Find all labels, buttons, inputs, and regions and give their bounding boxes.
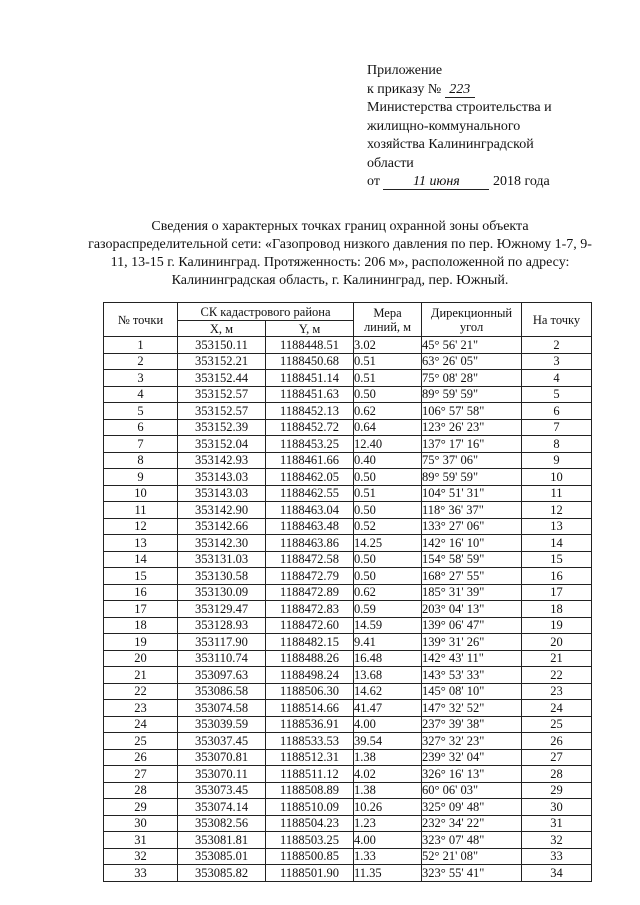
x-coordinate-cell: 353152.21 [178,353,266,370]
point-number-cell: 24 [104,716,178,733]
y-coordinate-cell: 1188472.89 [266,584,354,601]
order-number-line [367,81,607,100]
point-number-cell: 14 [104,551,178,568]
line-length-cell: 0.62 [354,584,422,601]
line-length-cell: 10.26 [354,799,422,816]
line-length-cell: 0.51 [354,353,422,370]
direction-angle-cell: 232° 34' 22" [422,815,522,832]
table-row [104,749,592,766]
x-coordinate-cell: 353142.93 [178,452,266,469]
to-point-cell: 26 [522,733,592,750]
direction-angle-cell: 89° 59' 59" [422,386,522,403]
line-length-cell: 1.38 [354,782,422,799]
table-row [104,337,592,354]
line-length-cell: 11.35 [354,865,422,882]
to-point-cell: 21 [522,650,592,667]
line-length-cell: 0.64 [354,419,422,436]
point-number-cell: 3 [104,370,178,387]
header-direction: Дирекционный угол [422,303,522,337]
table-row [104,650,592,667]
point-number-cell: 12 [104,518,178,535]
direction-angle-cell: 123° 26' 23" [422,419,522,436]
ministry-line-3: хозяйства Калининградской [367,137,534,152]
y-coordinate-cell: 1188451.14 [266,370,354,387]
x-coordinate-cell: 353110.74 [178,650,266,667]
table-row [104,518,592,535]
document-title: Сведения о характерных точках границ охранной зоны объекта газораспределительной сети: «Газопровод низкого давления по пер. Южному 1-7, 9-11, 13-15 г. Калининград. Протяженность: 206 м», расположенной по адресу: Калининградская область, г. Калининград, пер. Южный. [88,219,592,288]
header-x: X, м [178,321,266,337]
x-coordinate-cell: 353074.58 [178,700,266,717]
table-row [104,584,592,601]
point-number-cell: 15 [104,568,178,585]
line-length-cell: 0.40 [354,452,422,469]
to-point-cell: 27 [522,749,592,766]
x-coordinate-cell: 353085.01 [178,848,266,865]
table-row [104,766,592,783]
direction-angle-cell: 75° 37' 06" [422,452,522,469]
y-coordinate-cell: 1188506.30 [266,683,354,700]
point-number-cell: 22 [104,683,178,700]
x-coordinate-cell: 353037.45 [178,733,266,750]
direction-angle-cell: 89° 59' 59" [422,469,522,486]
to-point-cell: 33 [522,848,592,865]
to-point-cell: 7 [522,419,592,436]
line-length-cell: 1.33 [354,848,422,865]
y-coordinate-cell: 1188512.31 [266,749,354,766]
point-number-cell: 11 [104,502,178,519]
header-y: Y, м [266,321,354,337]
line-length-cell: 0.51 [354,485,422,502]
to-point-cell: 9 [522,452,592,469]
x-coordinate-cell: 353070.11 [178,766,266,783]
table-row [104,568,592,585]
point-number-cell: 18 [104,617,178,634]
header-point-no: № точки [104,303,178,337]
x-coordinate-cell: 353039.59 [178,716,266,733]
line-length-cell: 9.41 [354,634,422,651]
direction-angle-cell: 60° 06' 03" [422,782,522,799]
line-length-cell: 4.00 [354,716,422,733]
table-row [104,799,592,816]
direction-angle-cell: 145° 08' 10" [422,683,522,700]
to-point-cell: 2 [522,337,592,354]
direction-angle-cell: 139° 31' 26" [422,634,522,651]
line-length-cell: 39.54 [354,733,422,750]
x-coordinate-cell: 353152.57 [178,403,266,420]
to-point-cell: 17 [522,584,592,601]
line-length-cell: 0.50 [354,386,422,403]
y-coordinate-cell: 1188488.26 [266,650,354,667]
header-length: Мера линий, м [354,303,422,337]
to-point-cell: 5 [522,386,592,403]
line-length-cell: 13.68 [354,667,422,684]
direction-angle-cell: 154° 58' 59" [422,551,522,568]
x-coordinate-cell: 353143.03 [178,469,266,486]
line-length-cell: 0.59 [354,601,422,618]
point-number-cell: 21 [104,667,178,684]
to-point-cell: 14 [522,535,592,552]
x-coordinate-cell: 353082.56 [178,815,266,832]
direction-angle-cell: 118° 36' 37" [422,502,522,519]
date-handwritten: 11 июня [383,175,489,190]
line-length-cell: 0.51 [354,370,422,387]
x-coordinate-cell: 353129.47 [178,601,266,618]
table-row [104,733,592,750]
direction-angle-cell: 142° 16' 10" [422,535,522,552]
x-coordinate-cell: 353128.93 [178,617,266,634]
point-number-cell: 10 [104,485,178,502]
y-coordinate-cell: 1188462.05 [266,469,354,486]
line-length-cell: 14.62 [354,683,422,700]
line-length-cell: 0.62 [354,403,422,420]
point-number-cell: 7 [104,436,178,453]
direction-angle-cell: 185° 31' 39" [422,584,522,601]
point-number-cell: 16 [104,584,178,601]
table-row [104,716,592,733]
to-point-cell: 23 [522,683,592,700]
table-row [104,848,592,865]
x-coordinate-cell: 353142.66 [178,518,266,535]
table-row [104,469,592,486]
y-coordinate-cell: 1188450.68 [266,353,354,370]
point-number-cell: 13 [104,535,178,552]
header-to-point: На точку [522,303,592,337]
to-point-cell: 19 [522,617,592,634]
x-coordinate-cell: 353073.45 [178,782,266,799]
y-coordinate-cell: 1188452.72 [266,419,354,436]
table-row [104,436,592,453]
table-row [104,370,592,387]
to-point-cell: 11 [522,485,592,502]
to-point-cell: 31 [522,815,592,832]
table-row [104,502,592,519]
point-number-cell: 17 [104,601,178,618]
to-point-cell: 13 [522,518,592,535]
table-row [104,634,592,651]
direction-angle-cell: 52° 21' 08" [422,848,522,865]
y-coordinate-cell: 1188448.51 [266,337,354,354]
date-suffix: 2018 года [492,174,550,189]
y-coordinate-cell: 1188461.66 [266,452,354,469]
point-number-cell: 2 [104,353,178,370]
to-point-cell: 3 [522,353,592,370]
line-length-cell: 16.48 [354,650,422,667]
y-coordinate-cell: 1188511.12 [266,766,354,783]
direction-angle-cell: 63° 26' 05" [422,353,522,370]
line-length-cell: 0.50 [354,502,422,519]
direction-angle-cell: 325° 09' 48" [422,799,522,816]
direction-angle-cell: 142° 43' 11" [422,650,522,667]
y-coordinate-cell: 1188510.09 [266,799,354,816]
table-row [104,353,592,370]
x-coordinate-cell: 353117.90 [178,634,266,651]
point-number-cell: 31 [104,832,178,849]
direction-angle-cell: 139° 06' 47" [422,617,522,634]
to-point-cell: 25 [522,716,592,733]
y-coordinate-cell: 1188472.79 [266,568,354,585]
table-row [104,535,592,552]
y-coordinate-cell: 1188472.58 [266,551,354,568]
x-coordinate-cell: 353131.03 [178,551,266,568]
direction-angle-cell: 323° 55' 41" [422,865,522,882]
direction-angle-cell: 106° 57' 58" [422,403,522,420]
direction-angle-cell: 237° 39' 38" [422,716,522,733]
table-row [104,551,592,568]
line-length-cell: 3.02 [354,337,422,354]
direction-angle-cell: 323° 07' 48" [422,832,522,849]
point-number-cell: 29 [104,799,178,816]
line-length-cell: 4.00 [354,832,422,849]
direction-angle-cell: 168° 27' 55" [422,568,522,585]
point-number-cell: 27 [104,766,178,783]
point-number-cell: 23 [104,700,178,717]
table-row [104,815,592,832]
appendix-label: Приложение [367,63,443,78]
y-coordinate-cell: 1188514.66 [266,700,354,717]
table-row [104,403,592,420]
direction-angle-cell: 327° 32' 23" [422,733,522,750]
line-length-cell: 12.40 [354,436,422,453]
to-point-cell: 30 [522,799,592,816]
direction-angle-cell: 137° 17' 16" [422,436,522,453]
line-length-cell: 14.59 [354,617,422,634]
table-row [104,667,592,684]
point-number-cell: 5 [104,403,178,420]
direction-angle-cell: 104° 51' 31" [422,485,522,502]
line-length-cell: 0.50 [354,551,422,568]
y-coordinate-cell: 1188482.15 [266,634,354,651]
x-coordinate-cell: 353130.09 [178,584,266,601]
x-coordinate-cell: 353142.30 [178,535,266,552]
x-coordinate-cell: 353143.03 [178,485,266,502]
ministry-line-4: области [367,155,414,171]
line-length-cell: 0.52 [354,518,422,535]
to-point-cell: 12 [522,502,592,519]
y-coordinate-cell: 1188462.55 [266,485,354,502]
point-number-cell: 25 [104,733,178,750]
y-coordinate-cell: 1188504.23 [266,815,354,832]
order-number-handwritten: 223 [445,83,475,98]
x-coordinate-cell: 353142.90 [178,502,266,519]
table-row [104,386,592,403]
to-point-cell: 16 [522,568,592,585]
point-number-cell: 32 [104,848,178,865]
x-coordinate-cell: 353152.57 [178,386,266,403]
point-number-cell: 20 [104,650,178,667]
line-length-cell: 0.50 [354,469,422,486]
direction-angle-cell: 75° 08' 28" [422,370,522,387]
x-coordinate-cell: 353097.63 [178,667,266,684]
boundary-points-table [103,302,592,882]
table-row [104,485,592,502]
y-coordinate-cell: 1188503.25 [266,832,354,849]
direction-angle-cell: 326° 16' 13" [422,766,522,783]
table-row [104,601,592,618]
direction-angle-cell: 45° 56' 21" [422,337,522,354]
point-number-cell: 19 [104,634,178,651]
y-coordinate-cell: 1188463.86 [266,535,354,552]
direction-angle-cell: 239° 32' 04" [422,749,522,766]
to-point-cell: 20 [522,634,592,651]
x-coordinate-cell: 353070.81 [178,749,266,766]
table-row [104,452,592,469]
to-point-cell: 10 [522,469,592,486]
y-coordinate-cell: 1188463.48 [266,518,354,535]
table-row [104,700,592,717]
to-point-cell: 4 [522,370,592,387]
ministry-line-2: жилищно-коммунального [367,118,521,134]
table-row [104,865,592,882]
line-length-cell: 4.02 [354,766,422,783]
order-prefix: к приказу № [367,81,442,97]
appendix-header [367,62,607,192]
direction-angle-cell: 133° 27' 06" [422,518,522,535]
line-length-cell: 14.25 [354,535,422,552]
point-number-cell: 33 [104,865,178,882]
y-coordinate-cell: 1188536.91 [266,716,354,733]
y-coordinate-cell: 1188500.85 [266,848,354,865]
direction-angle-cell: 143° 53' 33" [422,667,522,684]
y-coordinate-cell: 1188508.89 [266,782,354,799]
line-length-cell: 41.47 [354,700,422,717]
to-point-cell: 6 [522,403,592,420]
to-point-cell: 8 [522,436,592,453]
point-number-cell: 9 [104,469,178,486]
point-number-cell: 30 [104,815,178,832]
x-coordinate-cell: 353086.58 [178,683,266,700]
table-body [104,337,592,882]
y-coordinate-cell: 1188472.83 [266,601,354,618]
point-number-cell: 6 [104,419,178,436]
direction-angle-cell: 147° 32' 52" [422,700,522,717]
x-coordinate-cell: 353152.04 [178,436,266,453]
to-point-cell: 29 [522,782,592,799]
to-point-cell: 34 [522,865,592,882]
x-coordinate-cell: 353152.39 [178,419,266,436]
line-length-cell: 1.23 [354,815,422,832]
date-line [367,173,607,192]
table-row [104,782,592,799]
y-coordinate-cell: 1188498.24 [266,667,354,684]
y-coordinate-cell: 1188533.53 [266,733,354,750]
y-coordinate-cell: 1188453.25 [266,436,354,453]
table-row [104,617,592,634]
table-row [104,683,592,700]
point-number-cell: 28 [104,782,178,799]
to-point-cell: 18 [522,601,592,618]
to-point-cell: 15 [522,551,592,568]
header-cadastral: СК кадастрового района [178,303,354,321]
table-row [104,419,592,436]
to-point-cell: 22 [522,667,592,684]
y-coordinate-cell: 1188463.04 [266,502,354,519]
to-point-cell: 28 [522,766,592,783]
line-length-cell: 1.38 [354,749,422,766]
y-coordinate-cell: 1188472.60 [266,617,354,634]
x-coordinate-cell: 353081.81 [178,832,266,849]
line-length-cell: 0.50 [354,568,422,585]
x-coordinate-cell: 353130.58 [178,568,266,585]
date-prefix: от [367,174,380,189]
y-coordinate-cell: 1188451.63 [266,386,354,403]
x-coordinate-cell: 353085.82 [178,865,266,882]
y-coordinate-cell: 1188452.13 [266,403,354,420]
to-point-cell: 24 [522,700,592,717]
point-number-cell: 26 [104,749,178,766]
table-row [104,832,592,849]
to-point-cell: 32 [522,832,592,849]
x-coordinate-cell: 353150.11 [178,337,266,354]
direction-angle-cell: 203° 04' 13" [422,601,522,618]
point-number-cell: 4 [104,386,178,403]
x-coordinate-cell: 353152.44 [178,370,266,387]
point-number-cell: 1 [104,337,178,354]
x-coordinate-cell: 353074.14 [178,799,266,816]
y-coordinate-cell: 1188501.90 [266,865,354,882]
point-number-cell: 8 [104,452,178,469]
ministry-line-1: Министерства строительства и [367,100,552,115]
